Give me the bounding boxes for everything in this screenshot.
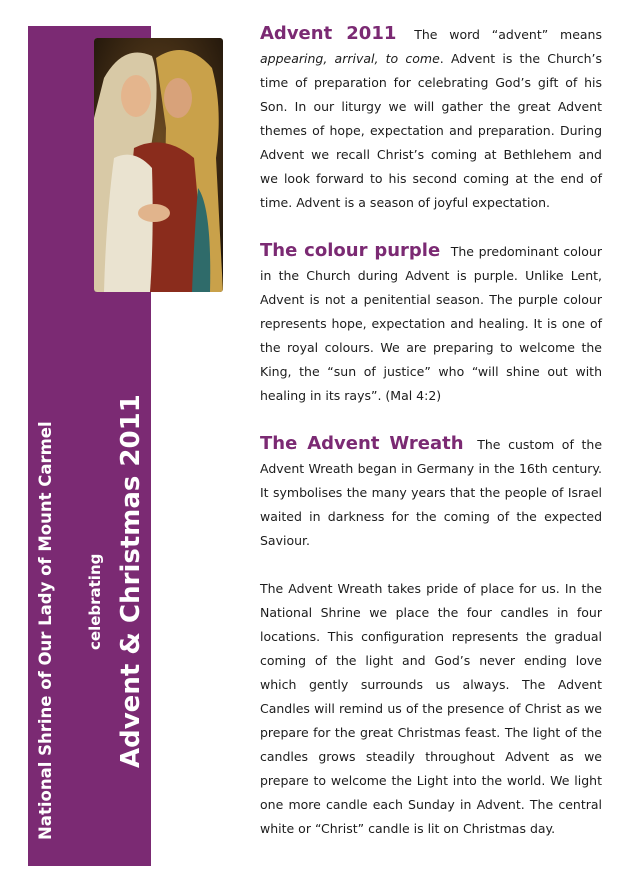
celebrating-label: celebrating	[86, 553, 104, 650]
section-heading: The colour purple	[260, 240, 441, 261]
event-title: Advent & Christmas 2011	[116, 394, 146, 768]
section-text: The word “advent” means	[414, 27, 602, 42]
section-colour-purple	[260, 239, 602, 408]
sidebar-title-block	[28, 290, 151, 850]
section-text: . Advent is the Church’s time of preparation for celebrating God’s gift of his Son. In our liturgy we will gather the great Advent themes of hope, expectation and preparation. During Advent we recall Christ’s coming at Bethlehem and we look forward to his second coming at the end of time. Advent is a season of joyful expectation.	[260, 51, 602, 210]
article-body	[260, 22, 602, 865]
section-heading: The Advent Wreath	[260, 433, 464, 454]
section-advent-2011	[260, 22, 602, 215]
section-italic-text: appearing, arrival, to come	[260, 51, 440, 66]
section-heading: Advent 2011	[260, 23, 397, 44]
section-text: The predominant colour in the Church during Advent is purple. Unlike Lent, Advent is not a penitential season. The purple colour represents hope, expectation and healing. It is one of the royal colours. We are preparing to welcome the King, the “sun of justice” who “will shine out with healing in its rays”. (Mal 4:2)	[260, 244, 602, 403]
section-wreath-details	[260, 577, 602, 841]
section-advent-wreath	[260, 432, 602, 553]
visitation-painting	[94, 38, 223, 292]
section-text: The Advent Wreath takes pride of place for us. In the National Shrine we place the four candles in four locations. This configuration represents the gradual coming of the light and God’s never ending love which gently surrounds us always. The Advent Candles will remind us of the presence of Christ as we prepare for the great Christmas feast. The light of the candles grows steadily throughout Advent as we prepare to welcome the Light into the world. We light one more candle each Sunday in Advent. The central white or “Christ” candle is lit on Christmas day.	[260, 581, 602, 836]
shrine-name: National Shrine of Our Lady of Mount Carmel	[36, 421, 55, 840]
section-text: The custom of the Advent Wreath began in Germany in the 16th century. It symbolises the many years that the people of Israel waited in darkness for the coming of the expected Saviour.	[260, 437, 603, 548]
